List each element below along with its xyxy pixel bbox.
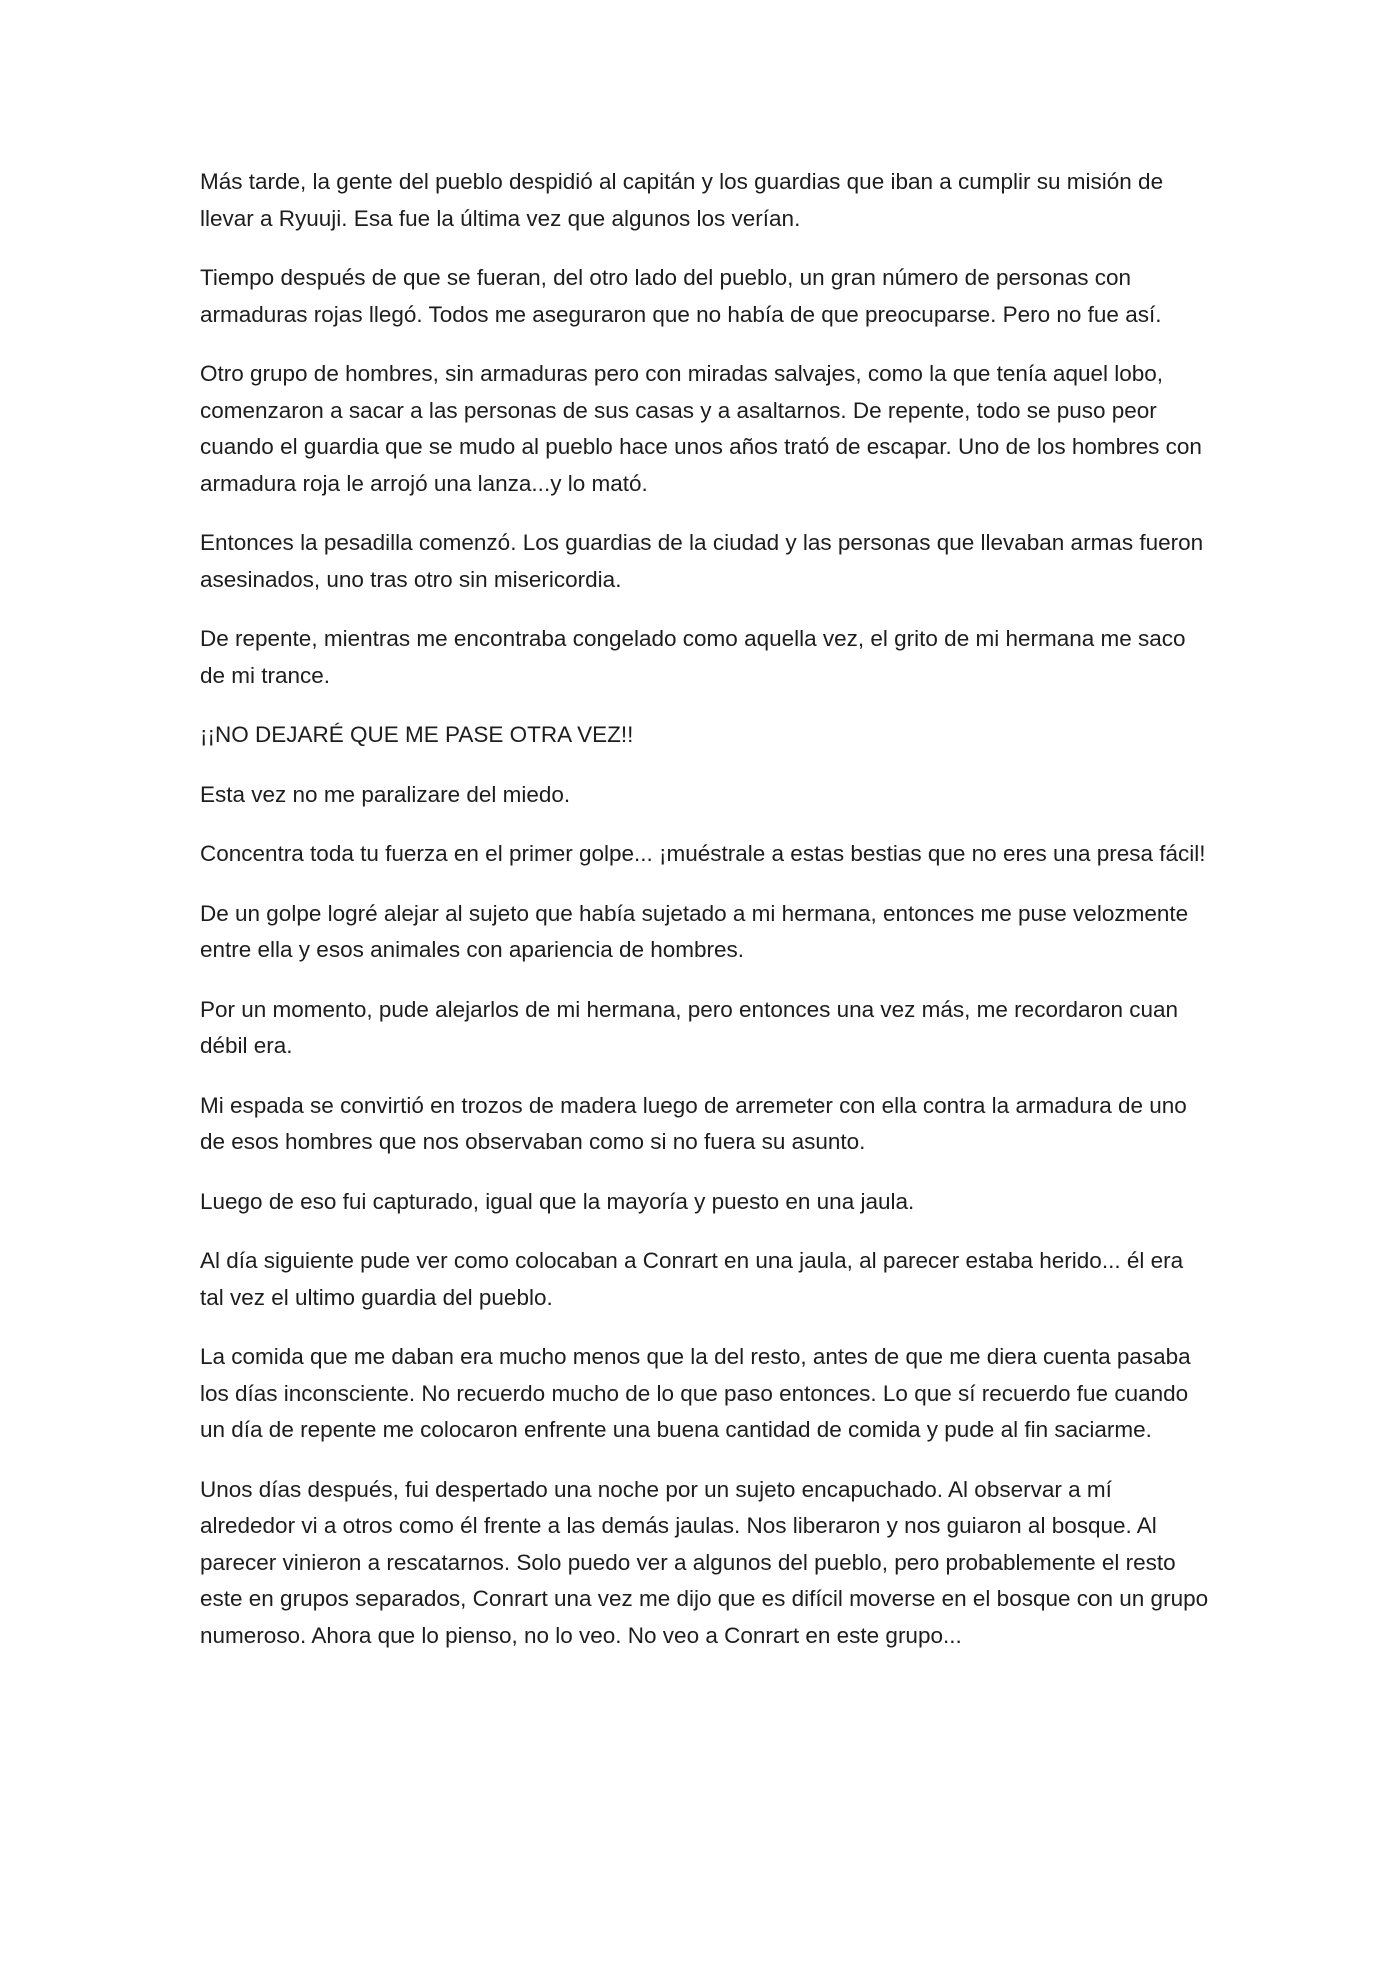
paragraph: Otro grupo de hombres, sin armaduras pero con miradas salvajes, como la que tenía aquel lobo, comenzaron a sacar a las personas de sus casas y a asaltarnos. De repente, todo se puso peor cuando el guardia que se mudo al pueblo hace unos años trató de escapar. Uno de los hombres con armadura roja le arrojó una lanza...y lo mató. — [200, 361, 1202, 496]
paragraph: Mi espada se convirtió en trozos de madera luego de arremeter con ella contra la armadura de uno de esos hombres que nos observaban como si no fuera su asunto. — [200, 1092, 1187, 1154]
paragraph: Luego de eso fui capturado, igual que la mayoría y puesto en una jaula. — [200, 1188, 915, 1214]
paragraph: Esta vez no me paralizare del miedo. — [200, 781, 571, 807]
paragraph: Por un momento, pude alejarlos de mi hermana, pero entonces una vez más, me recordaron cuan débil era. — [200, 996, 1179, 1058]
paragraph: Entonces la pesadilla comenzó. Los guardias de la ciudad y las personas que llevaban armas fueron asesinados, uno tras otro sin misericordia. — [200, 530, 1204, 592]
paragraph: Más tarde, la gente del pueblo despidió al capitán y los guardias que iban a cumplir su misión de llevar a Ryuuji. Esa fue la última vez que algunos los verían. — [200, 169, 1164, 231]
paragraph: Unos días después, fui despertado una noche por un sujeto encapuchado. Al observar a mí alrededor vi a otros como él frente a las demás jaulas. Nos liberaron y nos guiaron al bosque. Al parecer vinieron a rescatarnos. Solo puedo ver a algunos del pueblo, pero probablemente el resto este en grupos separados, Conrart una vez me dijo que es difícil moverse en el bosque con un grupo numeroso. Ahora que lo pienso, no lo veo. No veo a Conrart en este grupo... — [200, 1476, 1209, 1648]
paragraph: De un golpe logré alejar al sujeto que había sujetado a mi hermana, entonces me puse velozmente entre ella y esos animales con apariencia de hombres. — [200, 900, 1189, 962]
paragraph: Tiempo después de que se fueran, del otro lado del pueblo, un gran número de personas con armaduras rojas llegó. Todos me aseguraron que no había de que preocuparse. Pero no fue así. — [200, 265, 1162, 327]
paragraph: La comida que me daban era mucho menos que la del resto, antes de que me diera cuenta pasaba los días inconsciente. No recuerdo mucho de lo que paso entonces. Lo que sí recuerdo fue cuando un día de repente me colocaron enfrente una buena cantidad de comida y pude al fin saciarme. — [200, 1344, 1191, 1442]
paragraph-exclamation: ¡¡NO DEJARÉ QUE ME PASE OTRA VEZ!! — [200, 722, 634, 747]
paragraph: Al día siguiente pude ver como colocaban a Conrart en una jaula, al parecer estaba herido... él era tal vez el ultimo guardia del pueblo. — [200, 1248, 1184, 1310]
paragraph: Concentra toda tu fuerza en el primer golpe... ¡muéstrale a estas bestias que no eres una presa fácil! — [200, 841, 1206, 866]
document-body — [200, 164, 1210, 1654]
paragraph: De repente, mientras me encontraba congelado como aquella vez, el grito de mi hermana me saco de mi trance. — [200, 626, 1186, 688]
